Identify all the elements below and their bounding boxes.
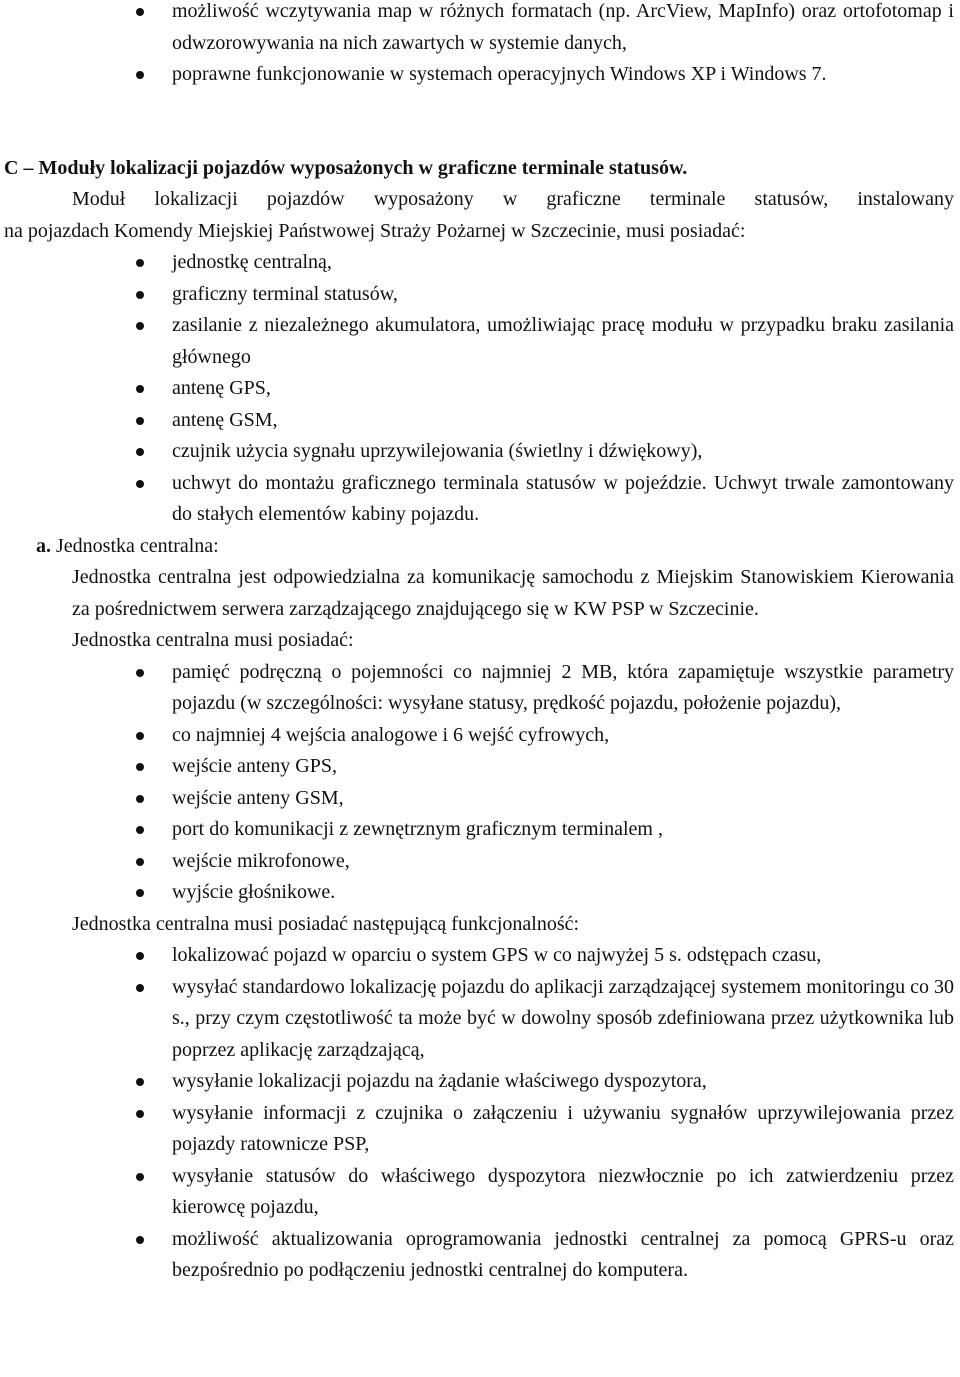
list-item: czujnik użycia sygnału uprzywilejowania (świetlny i dźwiękowy), [0, 436, 960, 468]
list-item: port do komunikacji z zewnętrznym graficznym terminalem , [0, 814, 960, 846]
section-a-title: Jednostka centralna: [56, 534, 219, 557]
list-item: wejście anteny GSM, [0, 783, 960, 815]
top-bullet-list [0, 0, 960, 91]
list-item: zasilanie z niezależnego akumulatora, umożliwiając pracę modułu w przypadku braku zasilania głównego [0, 310, 960, 373]
intro-line-2: na pojazdach Komendy Miejskiej Państwowej Straży Pożarnej w Szczecinie, musi posiadać: [4, 219, 746, 242]
intro-line-1: Moduł lokalizacji pojazdów wyposażony w graficzne terminale statusów, instalowany [72, 188, 954, 210]
list-item: możliwość aktualizowania oprogramowania jednostki centralnej za pomocą GPRS-u oraz bezpośrednio po podłączeniu jednostki centralnej do komputera. [0, 1224, 960, 1287]
functionality-intro: Jednostka centralna musi posiadać następującą funkcjonalność: [72, 912, 580, 935]
list-item: co najmniej 4 wejścia analogowe i 6 wejść cyfrowych, [0, 720, 960, 752]
list-item: możliwość wczytywania map w różnych formatach (np. ArcView, MapInfo) oraz ortofotomap i odwzorowywania na nich zawartych w systemie danych, [0, 0, 960, 59]
list-item: wysyłanie informacji z czujnika o załączeniu i używaniu sygnałów uprzywilejowania przez pojazdy ratownicze PSP, [0, 1098, 960, 1161]
section-c-bullet-list [0, 247, 960, 531]
list-item: pamięć podręczną o pojemności co najmniej 2 MB, która zapamiętuje wszystkie parametry pojazdu (w szczególności: wysyłane statusy, prędkość pojazdu, położenie pojazdu), [0, 657, 960, 720]
section-a-description: Jednostka centralna jest odpowiedzialna za komunikację samochodu z Miejskim Stanowiskiem Kierowania za pośrednictwem serwera zarządzającego znajdującego się w KW PSP w Szczecinie. [72, 566, 954, 620]
section-c-intro [72, 184, 954, 216]
list-item: wyjście głośnikowe. [0, 877, 960, 909]
list-item: wysyłanie lokalizacji pojazdu na żądanie właściwego dyspozytora, [0, 1066, 960, 1098]
must-have-intro: Jednostka centralna musi posiadać: [72, 629, 354, 651]
list-item: lokalizować pojazd w oparciu o system GPS w co najwyżej 5 s. odstępach czasu, [0, 940, 960, 972]
list-item: uchwyt do montażu graficznego terminala statusów w pojeździe. Uchwyt trwale zamontowany do stałych elementów kabiny pojazdu. [0, 468, 960, 531]
list-item: graficzny terminal statusów, [0, 279, 960, 311]
section-a-label: a. [36, 534, 51, 557]
list-item: wysyłanie statusów do właściwego dyspozytora niezwłocznie po ich zatwierdzeniu przez kierowcę pojazdu, [0, 1161, 960, 1224]
list-item: wysyłać standardowo lokalizację pojazdu do aplikacji zarządzającej systemem monitoringu co 30 s., przy czym częstotliwość ta może być w dowolny sposób zdefiniowana przez użytkownika lub poprzez aplikację zarządzającą, [0, 972, 960, 1067]
functionality-list [0, 940, 960, 1287]
section-c-heading: C – Moduły lokalizacji pojazdów wyposażonych w graficzne terminale statusów. [4, 156, 688, 179]
list-item: jednostkę centralną, [0, 247, 960, 279]
list-item: wejście anteny GPS, [0, 751, 960, 783]
section-a-heading [36, 531, 960, 563]
list-item: antenę GSM, [0, 405, 960, 437]
list-item: wejście mikrofonowe, [0, 846, 960, 878]
list-item: poprawne funkcjonowanie w systemach operacyjnych Windows XP i Windows 7. [0, 59, 960, 91]
list-item: antenę GPS, [0, 373, 960, 405]
must-have-list [0, 657, 960, 909]
